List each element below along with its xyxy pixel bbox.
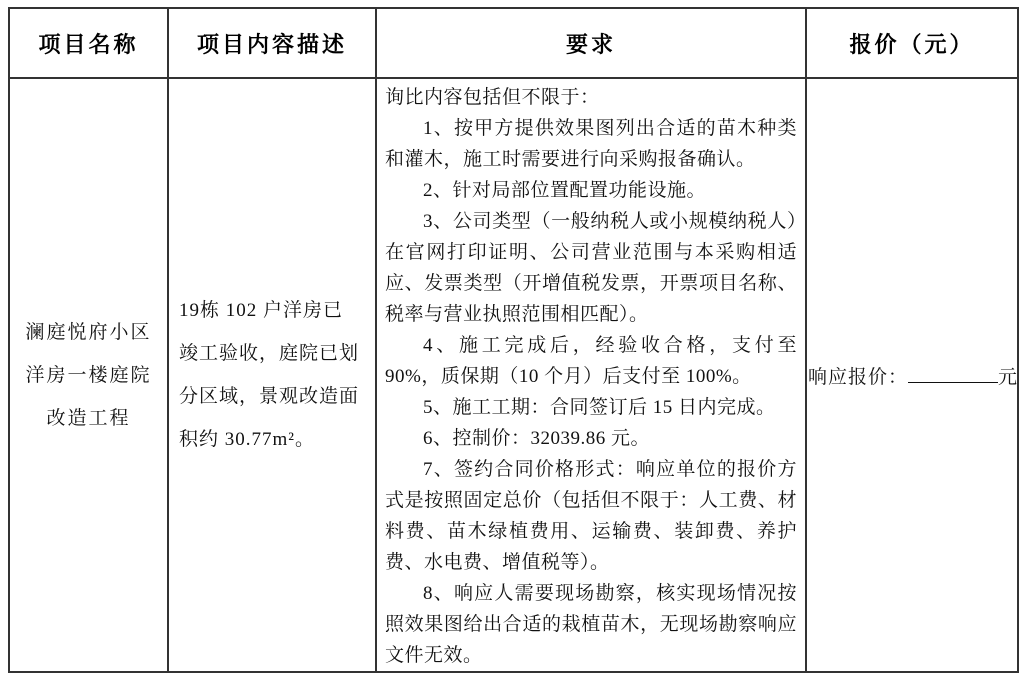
requirement-item: 2、针对局部位置配置功能设施。: [423, 180, 707, 201]
description-cell: [168, 78, 376, 672]
quote-unit: 元: [998, 366, 1019, 388]
project-name-cell: [9, 78, 168, 672]
quote-cell: [806, 78, 1018, 672]
requirement-item: 8、响应人需要现场勘察，核实现场情况按照效果图给出合适的栽植苗木，无现场勘察响应文件无效。: [385, 583, 797, 666]
requirement-item: 3、公司类型（一般纳税人或小规模纳税人）在官网打印证明、公司营业范围与本采购相适应、发票类型（开增值税发票，开票项目名称、税率与营业执照范围相匹配）。: [385, 211, 797, 325]
description-line: 分区域，景观改造面: [179, 386, 360, 407]
description-line: 竣工验收，庭院已划: [179, 343, 360, 364]
quotation-table: [8, 7, 1019, 673]
requirement-item: 1、按甲方提供效果图列出合适的苗木种类和灌木，施工时需要进行向采购报备确认。: [385, 118, 797, 170]
requirement-item: 7、签约合同价格形式：响应单位的报价方式是按照固定总价（包括但不限于：人工费、材料费、苗木绿植费用、运输费、装卸费、养护费、水电费、增值税等）。: [385, 459, 797, 573]
project-name-line: 澜庭悦府小区: [25, 321, 152, 343]
quote-blank-line: [908, 362, 998, 383]
header-row: [9, 8, 1018, 78]
header-description: 项目内容描述: [168, 8, 376, 78]
table-row: [9, 78, 1018, 672]
requirement-item: 4、施工完成后，经验收合格，支付至 90%，质保期（10 个月）后支付至 100%。: [385, 335, 797, 387]
header-quote: 报价（元）: [806, 8, 1018, 78]
requirement-item: 6、控制价：32039.86 元。: [423, 428, 651, 449]
header-project-name: 项目名称: [9, 8, 168, 78]
requirement-item: 5、施工工期：合同签订后 15 日内完成。: [423, 397, 776, 418]
description-line: 积约 30.77m²。: [179, 429, 315, 450]
project-name-line: 洋房一楼庭院: [25, 364, 152, 386]
quote-label: 响应报价：: [808, 366, 909, 388]
requirements-intro: 询比内容包括但不限于：: [385, 87, 600, 108]
project-name-line: 改造工程: [46, 407, 131, 429]
requirements-cell: [376, 78, 806, 672]
description-line: 19栋 102 户洋房已: [179, 300, 344, 321]
header-requirements: 要求: [376, 8, 806, 78]
